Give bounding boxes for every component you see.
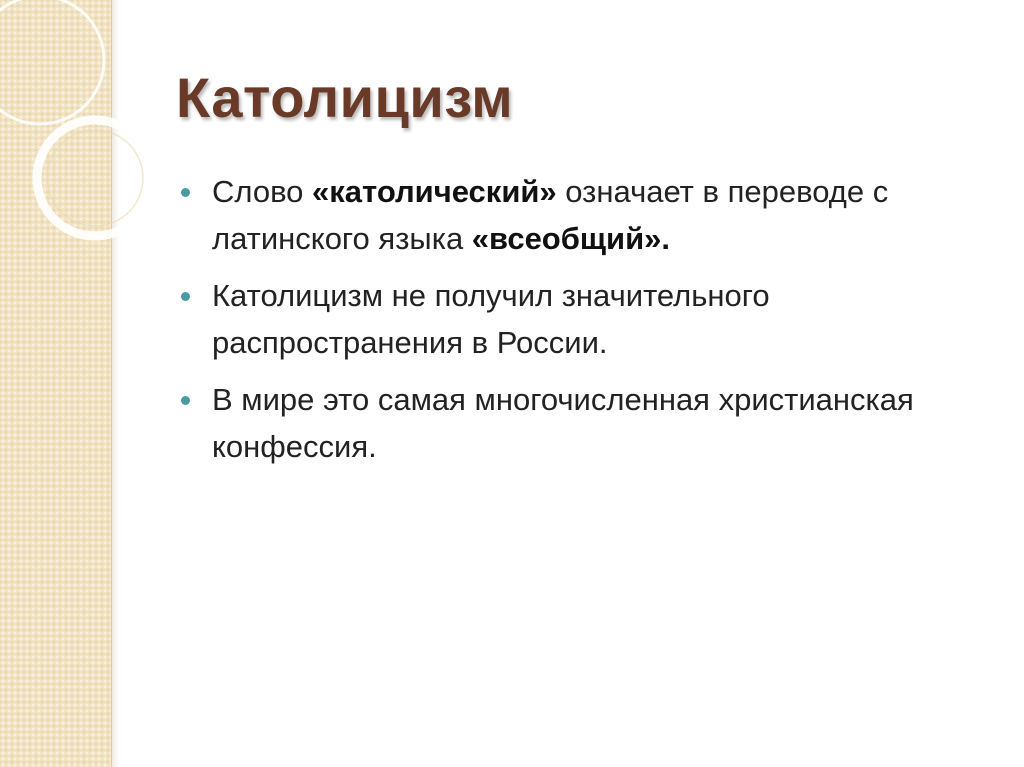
bullet-item — [180, 272, 980, 366]
bullet-item — [180, 168, 980, 262]
bullet-icon — [181, 188, 190, 197]
bullet-list — [180, 168, 980, 480]
ring-small-inner — [47, 130, 143, 226]
bullet-text: означает в переводе с латинского языка — [212, 174, 889, 256]
bullet-text-bold: «всеобщий». — [471, 221, 671, 256]
bullet-icon — [181, 292, 190, 301]
bullet-text: Католицизм не получил значительного распространения в России. — [212, 278, 770, 360]
bullet-item — [180, 376, 980, 470]
bullet-text: Слово — [212, 174, 313, 209]
bullet-text: В мире это самая многочисленная христианская конфессия. — [212, 382, 914, 464]
ring-large — [0, 0, 104, 124]
bullet-icon — [181, 396, 190, 405]
ring-small — [37, 120, 153, 236]
decorative-rings — [0, 0, 140, 260]
slide-title: Католицизм — [176, 66, 514, 129]
bullet-text-bold: «католический» — [312, 174, 557, 209]
